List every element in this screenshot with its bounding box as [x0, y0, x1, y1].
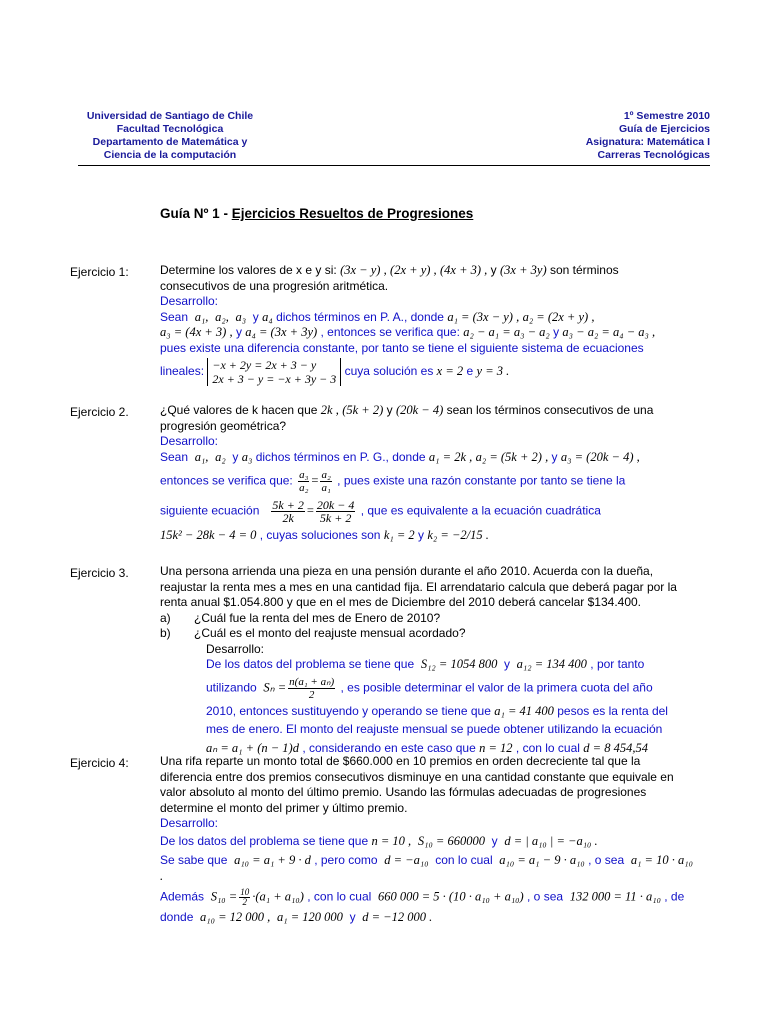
math: 15k² − 28k − 4 = 0 — [160, 528, 257, 542]
text: sean los términos consecutivos de una — [446, 403, 654, 417]
title-main: Ejercicios Resueltos de Progresiones — [231, 206, 474, 221]
ex1-statement-line — [160, 263, 698, 279]
text: , considerando en este caso que — [302, 740, 476, 755]
math: d = | a₁₀ | = −a₁₀ . — [504, 833, 598, 848]
equation-system — [207, 358, 341, 386]
text: son términos — [549, 263, 619, 277]
math: a₃ = (20k − 4) , — [560, 449, 640, 464]
exercise-1 — [160, 263, 698, 386]
math: S₁₀ = — [210, 889, 238, 904]
numerator: 10 — [240, 887, 250, 897]
text: De los datos del problema se tiene que — [160, 833, 369, 848]
ex3-question-a — [160, 611, 698, 627]
math: ·(a₁ + a₁₀) — [252, 889, 304, 904]
desarrollo-heading: Desarrollo: — [160, 434, 219, 448]
math: 660 000 = 5 · (10 · a₁₀ + a₁₀) — [377, 889, 524, 904]
item-letter: a) — [160, 610, 171, 625]
solution-line — [160, 888, 698, 907]
text: donde — [160, 910, 194, 924]
text: y — [232, 449, 239, 464]
text: Sean — [160, 309, 189, 324]
numerator: a₂ — [321, 469, 331, 481]
ex3-statement-line: reajustar la renta mes a mes en una cantidad fija. El arrendatario calcula que deberá pagar por la — [160, 579, 677, 594]
fraction — [316, 499, 355, 524]
header-line: Facultad Tecnológica — [116, 123, 224, 135]
ex3-statement-line: Una persona arrienda una pieza en una pensión durante el año 2010. Acuerda con la dueña, — [160, 564, 654, 578]
text: 2010, entonces sustituyendo y operando se tiene que — [206, 703, 491, 718]
exercise-4 — [160, 754, 698, 926]
math: 2k , — [320, 403, 339, 417]
text: y — [491, 833, 498, 848]
math: a₃ — [235, 309, 247, 324]
math: k₁ = 2 — [383, 528, 415, 542]
fraction — [320, 469, 331, 494]
math: (20k − 4) — [395, 403, 444, 417]
denominator: a₁ — [321, 482, 331, 494]
math: a₂ − a₁ = a₃ − a₂ — [463, 325, 550, 339]
math: a₁₀ = a₁ − 9 · a₁₀ — [499, 853, 585, 867]
ex1-solution — [160, 294, 698, 386]
ex4-statement-line: diferencia entre dos premios consecutivos disminuye en una cantidad constante que equivale en — [160, 769, 674, 784]
math: d = −12 000 . — [362, 910, 433, 924]
header-line: Guía de Ejercicios — [618, 123, 710, 135]
equation: 2x + 3 − y = −x + 3y − 3 — [212, 372, 337, 386]
math: a₁ = 41 400 — [494, 703, 554, 718]
exercise-2-label: Ejercicio 2. — [70, 405, 129, 419]
math: Sₙ = — [263, 680, 287, 695]
denominator: a₂ — [299, 482, 309, 494]
equation: −x + 2y = 2x + 3 − y — [212, 358, 317, 372]
math: a₂, — [215, 309, 229, 324]
math: S₁₂ = 1054 800 — [420, 657, 498, 671]
math: d = −a₁₀ — [384, 853, 429, 867]
ex4-statement-line: determine el monto del primer y último premio. — [160, 800, 408, 815]
math: a₁₂ = 134 400 — [516, 657, 587, 671]
exercise-3 — [160, 564, 698, 756]
text: y — [551, 449, 558, 464]
text: Sean — [160, 449, 189, 464]
text: siguiente ecuación — [160, 503, 260, 518]
math: n = 10 , — [371, 833, 412, 848]
text: dichos términos en P. A., donde — [276, 309, 444, 324]
ex4-statement-line: Una rifa reparte un monto total de $660.000 en 10 premios en orden decreciente tal que la — [160, 754, 641, 768]
text: , o sea — [527, 889, 564, 904]
text: e — [466, 364, 474, 379]
solution-line — [160, 450, 698, 466]
math: a₄ — [262, 309, 273, 324]
text: y — [504, 657, 510, 671]
solution-line: entonces se verifica que: $\frac{\text{a₃}}{\text{a₂}}$ = $\frac{\text{a₂}}{\text{a₁}}$ , pues existe una razón constante por tanto se tiene la — [160, 469, 626, 494]
ex3-question-b — [160, 626, 698, 642]
math: x = 2 — [436, 364, 464, 379]
text: , con lo cual — [307, 889, 372, 904]
solution-line — [160, 358, 698, 386]
math: a₂ — [215, 449, 226, 464]
page-title — [160, 206, 473, 221]
ex2-solution — [160, 434, 698, 544]
text: , con lo cual — [515, 740, 580, 755]
text: dichos términos en P. G., donde — [255, 449, 426, 464]
solution-line — [160, 528, 698, 544]
text: entonces se verifica que: — [160, 473, 293, 488]
institution-header — [78, 110, 262, 162]
text: , de — [664, 889, 685, 904]
exercise-2 — [160, 403, 698, 544]
text: cuya solución es — [344, 364, 434, 379]
text: lineales: — [160, 364, 205, 379]
math: k₂ = −2/15 . — [427, 528, 489, 542]
item-letter: b) — [160, 626, 171, 640]
math: 132 000 = 11 · a₁₀ — [569, 889, 661, 904]
math: (2x + y) , — [390, 263, 437, 277]
fraction — [271, 499, 304, 524]
text: , es posible determinar el valor de la primera cuota del año — [340, 680, 653, 695]
exercise-4-label: Ejercicio 4: — [70, 756, 129, 770]
math: a₂ = (5k + 2) , — [475, 449, 549, 464]
text: y — [349, 910, 356, 924]
math: a₁ = 10 · a₁₀ . — [160, 853, 693, 883]
math: d = 8 454,54 — [583, 740, 648, 755]
title-prefix: Guía Nº 1 - — [160, 206, 232, 221]
text: y — [252, 309, 259, 324]
text: ¿Cuál fue la renta del mes de Enero de 2010? — [194, 610, 441, 625]
math: a₁, — [194, 309, 209, 324]
text: De los datos del problema se tiene que — [206, 657, 415, 671]
solution-line: mes de enero. El monto del reajuste mensual se puede obtener utilizando la ecuación — [206, 722, 663, 736]
denominator: 2k — [282, 511, 294, 525]
denominator: 2 — [308, 688, 315, 701]
ex4-statement-line: valor absoluto al monto del último premio. Usando las fórmulas adecuadas de progresiones — [160, 785, 647, 799]
fraction — [288, 676, 335, 701]
solution-line — [206, 657, 698, 673]
header-line: Asignatura: Matemática I — [585, 136, 710, 148]
solution-line — [160, 910, 698, 926]
math: (3x + 3y) — [500, 263, 547, 277]
text: , por tanto — [590, 657, 645, 671]
ex4-solution — [160, 816, 698, 926]
denominator: 2 — [242, 897, 247, 907]
exercise-3-label: Ejercicio 3. — [70, 566, 129, 580]
numerator: n(a₁ + aₙ) — [289, 675, 335, 688]
header-line: Departamento de Matemática y — [92, 136, 248, 148]
text: , pero como — [314, 853, 378, 867]
text: , o sea — [588, 853, 625, 867]
solution-line — [160, 310, 698, 326]
ex1-statement-line: consecutivos de una progresión aritmética. — [160, 278, 389, 293]
math: (3x − y) , — [340, 263, 387, 277]
math: aₙ = a₁ + (n − 1)d — [206, 740, 299, 755]
math: a₁, — [194, 449, 209, 464]
header-line: 1º Semestre 2010 — [623, 110, 710, 122]
math: a₁₀ = 12 000 , — [200, 910, 271, 924]
numerator: 5k + 2 — [272, 498, 304, 512]
math: a₃ = (4x + 3) , — [160, 325, 233, 339]
solution-line: siguiente ecuación $\frac{5k + 2}{2k}$ = $\frac{20k - 4}{5k + 2}$ , que es equivalente a la ecuación cuadrática — [160, 498, 601, 525]
ex2-statement-line: progresión geométrica? — [160, 418, 287, 433]
text: y — [386, 403, 393, 417]
desarrollo-heading: Desarrollo: — [160, 294, 219, 308]
text: , que es equivalente a la ecuación cuadrática — [360, 503, 601, 518]
text: con lo cual — [435, 853, 493, 867]
solution-line — [206, 676, 698, 701]
math: y = 3 . — [476, 364, 510, 379]
math: a₁ = 2k , — [428, 449, 473, 464]
text: ¿Cuál es el monto del reajuste mensual acordado? — [194, 626, 466, 640]
denominator: 5k + 2 — [319, 511, 352, 525]
text: Además — [160, 889, 205, 904]
exercise-1-label: Ejercicio 1: — [70, 265, 129, 279]
math: n = 12 — [479, 740, 513, 755]
text: Se sabe que — [160, 853, 228, 867]
text: , entonces se verifica que: — [320, 325, 460, 339]
ex3-statement-line: renta anual $1.054.800 y que en el mes de Diciembre del 2010 deberá cancelar $134.400. — [160, 595, 642, 609]
solution-line: pues existe una diferencia constante, por tanto se tiene el siguiente sistema de ecuaciones — [160, 340, 644, 355]
text: y — [418, 528, 425, 542]
header-line: Carreras Tecnológicas — [597, 149, 710, 161]
solution-line — [160, 853, 698, 884]
text: y — [235, 325, 242, 339]
fraction — [239, 888, 250, 907]
ex2-statement-line — [160, 403, 698, 419]
text: ¿Qué valores de k hacen que — [160, 403, 318, 417]
solution-line — [160, 834, 698, 850]
math: a₁₀ = a₁ + 9 · d — [234, 853, 311, 867]
text: , cuyas soluciones son — [259, 528, 381, 542]
fraction — [298, 469, 309, 494]
math: a₁ = 120 000 — [276, 910, 343, 924]
text: pesos es la renta del — [557, 703, 668, 718]
text: y — [553, 325, 560, 339]
text: Determine los valores de x e y si: — [160, 263, 337, 277]
header-line: Universidad de Santiago de Chile — [86, 110, 254, 122]
course-header — [586, 110, 710, 162]
numerator: 20k − 4 — [316, 498, 355, 512]
desarrollo-heading: Desarrollo: — [160, 816, 219, 830]
math: (4x + 3) , — [440, 263, 488, 277]
text: utilizando — [206, 680, 257, 695]
header-line: Ciencia de la computación — [103, 149, 237, 161]
header-divider — [78, 165, 710, 166]
math: a₄ = (3x + 3y) — [245, 325, 318, 339]
ex3-solution — [206, 642, 698, 757]
math: S₁₀ = 660000 — [417, 833, 485, 848]
math: a₂ = (2x + y) , — [522, 309, 595, 324]
text: y — [490, 263, 497, 277]
solution-line — [206, 704, 698, 720]
math: (5k + 2) — [342, 403, 384, 417]
solution-line — [160, 325, 698, 341]
math: a₁ = (3x − y) , — [447, 309, 520, 324]
ex3-solution-body — [206, 657, 698, 756]
numerator: a₃ — [299, 469, 309, 481]
math: a₃ − a₂ = a₄ − a₃ , — [562, 325, 656, 339]
desarrollo-heading: Desarrollo: — [206, 641, 265, 656]
text: , pues existe una razón constante por tanto se tiene la — [337, 473, 626, 488]
math: a₃ — [241, 449, 253, 464]
